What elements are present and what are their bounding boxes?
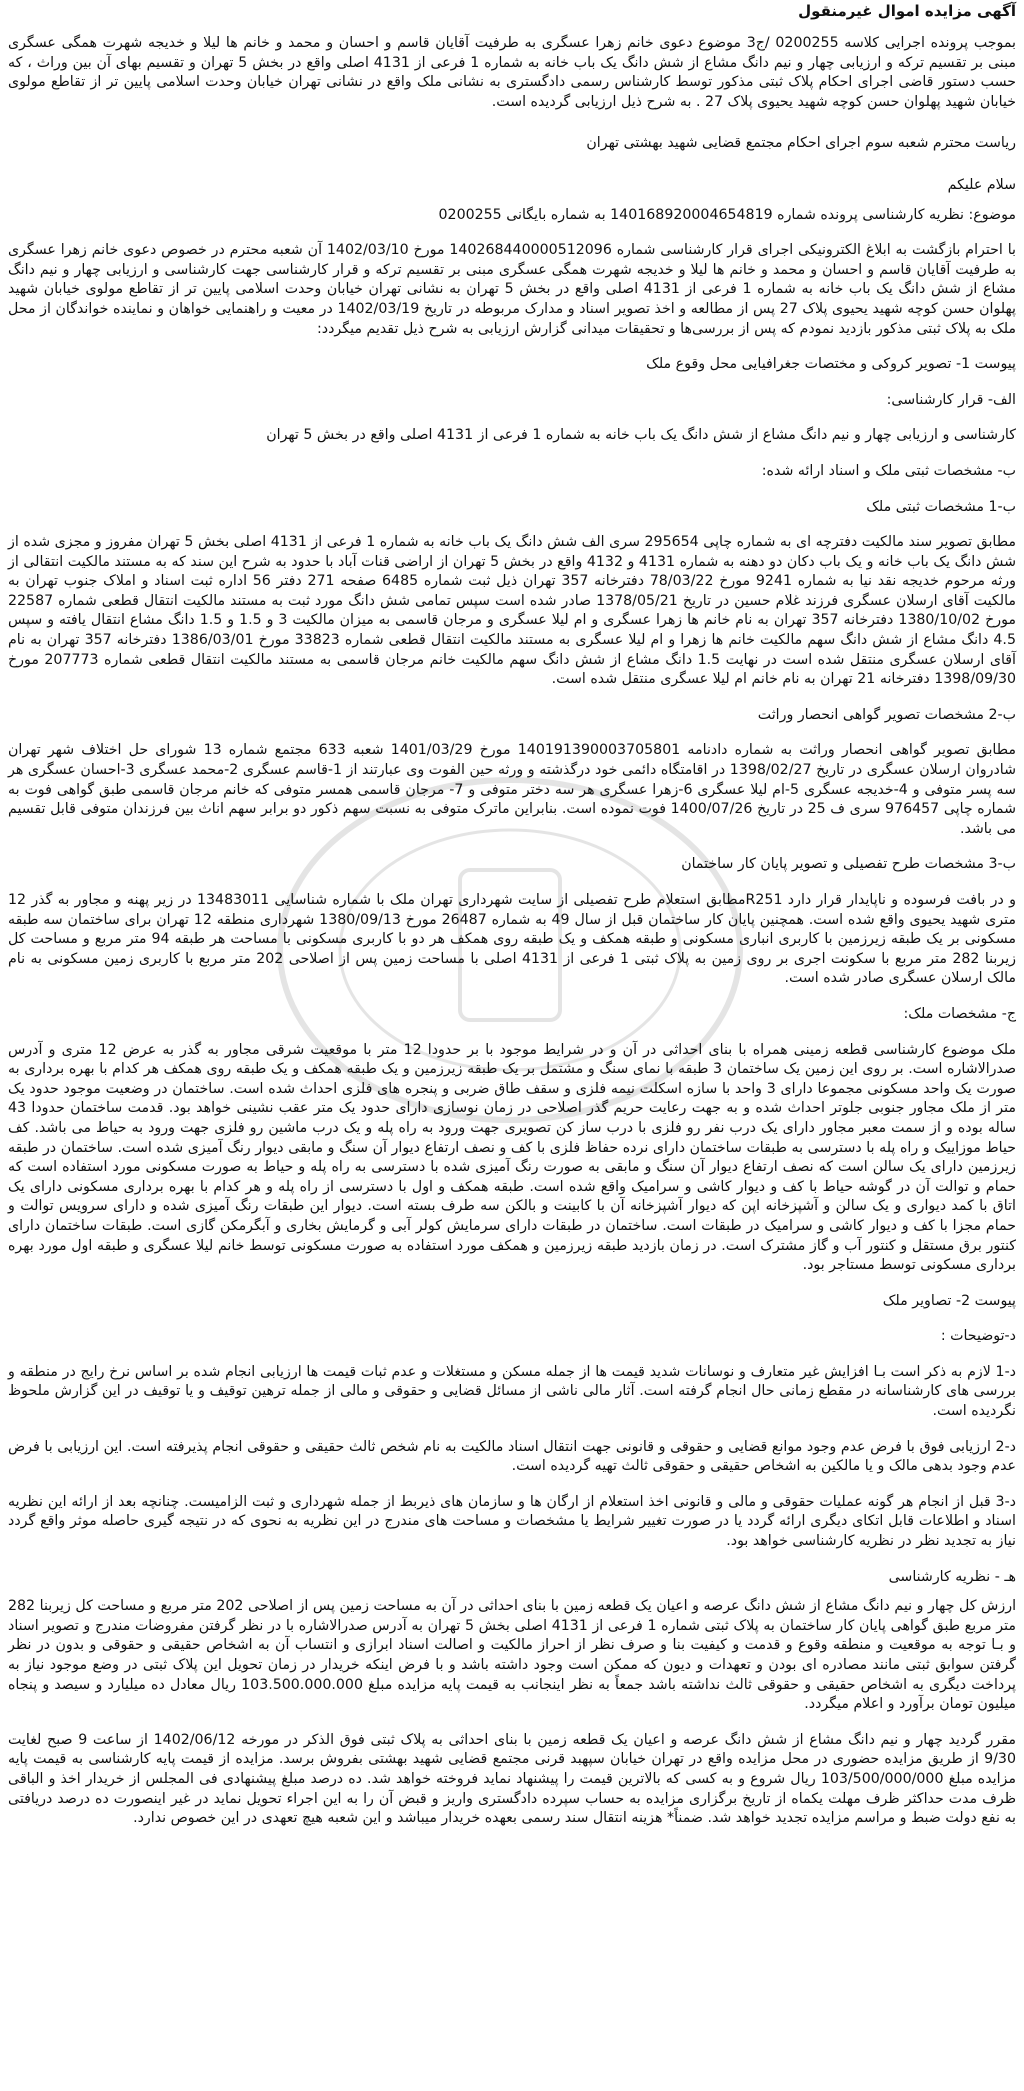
section-d1-text: د-1 لازم به ذکر است بـا افزایش غیر متعارف و نوسانات شدید قیمت ها از جمله مسکن و مستغلات و عدم ثبات قیمت ها ارزیابی انجام شده بر اساس نرخ رایج در منطقه و بررسی های کارشناسانه در مقطع زمانی حال انجام گرفته است. آثار مالی ناشی از مسائل قضایی و حقوقی و مالی از جمله ترهین توقیف و یا توقیف در این گزارش ملحوظ نگردیده است. bbox=[8, 1363, 1016, 1420]
section-a-heading: الف- قرار کارشناسی: bbox=[886, 391, 1016, 408]
section-c-heading: ج- مشخصات ملک: bbox=[903, 1005, 1016, 1022]
section-h-text: ارزش کل چهار و نیم دانگ مشاع از شش دانگ عرصه و اعیان یک قطعه زمین با بنای احداثی در آن به مساحت زمین پس از اصلاحی 202 متر مربع و مساحت کل زیربنا 282 متر مربع طبق گواهی پایان کار ساختمان به پلاک ثبتی شماره 1 فرعی از 4131 اصلی بخش 5 تهران به آدرس صدرالاشاره با در نظر گرفتن مفروضات مندرج و تصویر اسناد و بـا توجه به موقعیت و منطقه وقوع و قدمت و کیفیت بنا و صرف نظر از احراز مالکیت و اصالت اسناد ابرازی و انتساب آن به اشخاص حقیقی و حقوقی و بدون در نظر گرفتن سوابق ثبتی مانند مصادره ای بودن و تعهدات و دیون که ممکن است وجود داشته باشد و با فرض اینکه خریدار در زمان تحویل این پلاک ثبتی در وضع موجود نیاز به پرداخت دیگری به اشخاص حقیقی و حقوقی ثالث نداشته باشد جمعاً به نظر اینجانب به قیمت پایه مزایده مبلغ 103.500.000.000 ریال معادل ده میلیارد و سیصد و پنجاه میلیون تومان برآورد و اعلام میگردد. bbox=[8, 1598, 1017, 1713]
section-b-heading: ب- مشخصات ثبتی ملک و اسناد ارائه شده: bbox=[761, 462, 1016, 479]
section-d-heading: د-توضیحات : bbox=[940, 1328, 1016, 1345]
section-h-heading: هـ - نظریه کارشناسی bbox=[888, 1568, 1016, 1585]
addressee-line: ریاست محترم شعبه سوم اجرای احکام مجتمع قضایی شهید بهشتی تهران bbox=[586, 135, 1016, 152]
section-a-text: کارشناسی و ارزیابی چهار و نیم دانگ مشاع از شش دانگ یک باب خانه به شماره 1 فرعی از 4131 اصلی واقع در بخش 5 تهران bbox=[266, 427, 1016, 444]
section-b1-heading: ب-1 مشخصات ثبتی ملک bbox=[866, 498, 1016, 515]
intro-paragraph: بموجب پرونده اجرایی کلاسه 0200255 /ج3 موضوع دعوی خانم زهرا عسگری به طرفیت آقایان قاسم و احسان و محمد و خانم ها لیلا و خدیجه شهرت همگی عسگری مبنی بر تقسیم ترکه و ارزیابی چهار و نیم دانگ مشاع از شش دانگ یک باب خانه به شماره 1 فرعی از 4131 اصلی واقع در بخش 5 تهران و تقسیم بهای آن بین وراث ، که حسب دستور قاضی اجرای احکام پلاک ثبتی مذکور توسط کارشناس رسمی دادگستری به نشانی ملک واقع در نشانی تهران خیابان وحدت اسلامی پایین تر از تقاطع مولوی خیابان شهید پهلوان حسن کوچه شهید یحیوی پلاک 27 . به شرح ذیل ارزیابی گردیده است. bbox=[8, 35, 1016, 110]
greeting-line: سلام علیکم bbox=[947, 176, 1016, 193]
section-d2-text: د-2 ارزیابی فوق با فرض عدم وجود موانع قضایی و حقوقی و قانونی جهت انتقال اسناد مالکیت به نام شخص ثالث حقیقی و حقوقی انجام پذیرفته است. این ارزیابی با فرض عدم وجود بدهی مالک و یا مالکین به اشخاص حقیقی و حقوقی ثالث تهیه گردیده است. bbox=[8, 1438, 1016, 1475]
notice-title: آگهی مزایده اموال غیرمنقول bbox=[798, 2, 1016, 20]
section-b3-heading: ب-3 مشخصات طرح تفصیلی و تصویر پایان کار ساختمان bbox=[681, 856, 1016, 873]
section-b2-heading: ب-2 مشخصات تصویر گواهی انحصار وراثت bbox=[757, 706, 1016, 723]
section-d3-text: د-3 قبل از انجام هر گونه عملیات حقوقی و مالی و قانونی اخذ استعلام از ارگان ها و سازمان های ذیربط از جمله شهرداری و ثبت الزامیست. چنانچه بعد از ارائه این نظریه اسناد و اطلاعات قابل اتکای دیگری ارائه گردد یا در صورت تغییر شرایط یا مشخصات و مساحت های مندرج در این نظریه به نحوی که در نتیجه گیری حاصله موثر واقع گردد نیاز به تجدید نظر در نظریه کارشناسی خواهد بود. bbox=[8, 1493, 1016, 1550]
section-c-text: ملک موضوع کارشناسی قطعه زمینی همراه با بنای احداثی در آن و در شرایط موجود با بر حدودا 12 متر با موقعیت شرقی مجاور به گذر به عرض 12 متری و آدرس صدرالاشاره است. بر روی این زمین یک ساختمان 3 طبقه با نمای سنگ و مشتمل بر یک طبقه زیرزمین و یک طبقه همکف و یک طبقه روی همکف هر کدام با بهره برداری به صورت یک واحد مسکونی مجموعا دارای 3 واحد با سازه اسکلت نیمه فلزی و سقف طاق ضربی و پنجره های فلزی احداث شده است. ساختمان در وضعیت موجود حدود یک متر از ملک مجاور جنوبی جلوتر احداث شده و به جهت رعایت حریم گذر اصلاحی در زمان نوسازی دارای حدود یک متر عقب نشینی خواهد بود. قدمت ساختمان حدودا 43 ساله بوده و از سمت معبر مجاور دارای یک درب نفر رو فلزی با درب ساز کن تصویری جهت ورود به راه پله و یک درب ماشین رو فلزی جهت ورود به حیاط می باشد. کف حیاط موزاییک و راه پله با دسترسی به طبقات ساختمان دارای نرده حفاظ فلزی با کف و نصف ارتفاع دیوار آن سنگ و مابقی دیوار رنگ آمیزی شده است. ساختمان در طبقه زیرزمین دارای یک سالن است که نصف ارتفاع دیوار آن سنگ و مابقی به صورت رنگ آمیزی شده با دسترسی به راه پله و حیاط به صورت مسکونی مورد استفاده است که حمام و توالت آن در گوشه حیاط با کف و دیوار کاشی و سرامیک واقع شده است. طبقه همکف و اول با دسترسی از راه پله و هر کدام با بهره برداری مسکونی دارای یک اتاق با کمد دیواری و یک سالن و آشپزخانه اپن که دیوار آشپزخانه آن با کابینت و بالکن سه طرف بسته است. دیوار این طبقات رنگ آمیزی شده و دارای سرویس توالت و حمام مجزا با کف و دیوار کاشی و سرامیک در طبقات است. ساختمان در طبقات دارای سرمایش کولر آبی و گرمایش بخاری و آبگرمکن گازی است. طبقات ساختمان دارای کنتور برق مستقل و کنتور آب و گاز مشترک است. در زمان بازدید طبقه زیرزمین و همکف مورد استفاده به صورت مسکونی توسط خانم لیلا عسگری و طبقه اول مورد بهره برداری مسکونی توسط مستاجر بود. bbox=[8, 1041, 1016, 1274]
opening-paragraph: با احترام بازگشت به ابلاغ الکترونیکی اجرای قرار کارشناسی شماره 140268440000512096 مورخ 1402/03/10 آن شعبه محترم در خصوص دعوی خانم زهرا عسگری به طرفیت آقایان قاسم و احسان و محمد و خانم ها لیلا و خدیجه شهرت همگی عسگری مبنی بر تقسیم ترکه و قرار کارشناسی جهت کارشناسی و ارزیابی چهار و نیم دانگ مشاع از شش دانگ یک باب خانه به شماره 1 فرعی از 4131 اصلی واقع در بخش 5 تهران به نشانی تهران خیابان وحدت اسلامی پایین تر از تقاطع مولوی خیابان شهید پهلوان حسن کوچه شهید یحیوی پلاک 27 پس از مطالعه و اخذ تصویر اسناد و مدارک مربوطه در تاریخ 1402/03/19 در معیت و راهنمایی خواهان و نماینده خواندگان از محل ملک به پلاک ثبتی مذکور بازدید نمودم که پس از بررسی‌ها و تحقیقات میدانی گزارش ارزیابی به شرح ذیل تقدیم میگردد: bbox=[8, 242, 1017, 337]
auction-paragraph: مقرر گردید چهار و نیم دانگ مشاع از شش دانگ عرصه و اعیان یک قطعه زمین با بنای احداثی به پلاک ثبتی فوق الذکر در مورخه 1402/06/12 از ساعت 9 صبح لغایت 9/30 از طریق مزایده حضوری در محل مزایده واقع در تهران خیابان سپهبد قرنی مجتمع قضایی شهید بهشتی بفروش برسد. مزایده از قیمت پایه کارشناسی به قیمت پایه مزایده مبلغ 103/500/000/000 ریال شروع و به کسی که بالاترین قیمت را پیشنهاد نماید فروخته خواهد شد. ده درصد مبلغ پیشنهادی فی المجلس از خریدار اخذ و الباقی ظرف مدت حداکثر ظرف مهلت یکماه از تاریخ برگزاری مزایده به حساب سپرده دادگستری واریز و قبض آن را به این اجراء تحویل نماید در غیر اینصورت ده درصد دریافتی به نفع دولت ضبط و مراسم مزایده تجدید خواهد شد. ضمناً* هزینه انتقال سند رسمی بعهده خریدار میباشد و این شعبه هیچ تعهدی در این خصوص ندارد. bbox=[8, 1731, 1016, 1827]
subject-line: موضوع: نظریه کارشناسی پرونده شماره 140168920004654819 به شماره بایگانی 0200255 bbox=[438, 206, 1016, 223]
section-b3-text: و در بافت فرسوده و ناپایدار قرار دارد R251مطابق استعلام طرح تفصیلی از سایت شهرداری تهران ملک با شماره شناسایی 13483011 در زیر پهنه و مجاور به گذر 12 متری شهید یحیوی واقع شده است. همچنین پایان کار ساختمان قبل از سال 49 به شماره 26487 مورخ 1380/09/13 شهرداری منطقه 12 تهران برای ساختمان سه طبقه مسکونی بر یک طبقه زیرزمین با کاربری انباری مسکونی و طبقه همکف و یک طبقه روی همکف هر دو با کاربری مسکونی با مساحت هر طبقه 94 متر مربع و مساحت کل زیربنا 282 متر مربع با سکونت اجری بر روی زمین به پلاک ثبتی 1 فرعی از 4131 اصلی با مساحت زمین پس از اصلاحی 202 متر مربع با کاربری زمین مسکونی به نام مالک ارسلان عسگری صادر شده است. bbox=[8, 892, 1016, 987]
section-b1-text: مطابق تصویر سند مالکیت دفترچه ای به شماره چاپی 295654 سری الف شش دانگ یک باب خانه به شماره 1 فرعی از 4131 اصلی بخش 5 تهران مفروز و مجزی شده از شش دانگ یک باب خانه و یک باب دکان دو دهنه به شماره 4131 و 4132 واقع در بخش 5 تهران از اراضی قنات آباد با حدود به شرح این سند که به مستند مالکیت انتقالی از ورثه مرحوم خدیجه نقد نیا به شماره 9241 مورخ 78/03/22 دفترخانه 357 تهران ذیل ثبت شماره 6485 صفحه 271 دفتر 56 اداره ثبت اسناد و املاک جنوب تهران به مالکیت آقای ارسلان عسگری فرزند غلام حسین در تاریخ 1378/05/21 صادر شده است سپس تمامی شش دانگ مورد ثبت به مستند مالکیت انتقال قطعی شماره 22587 مورخ 1380/10/02 دفترخانه 357 تهران به نام خانم ها زهرا عسگری و ام لیلا عسگری و مرجان قاسمی به میزان مالکیت 3 و 1.5 و 1.5 دانگ مشاع انتقال یافته و سپس 4.5 دانگ مشاع از شش دانگ سهم مالکیت خانم ها زهرا و ام لیلا عسگری به مستند مالکیت انتقال قطعی شماره 33823 مورخ 1386/03/01 دفترخانه 357 تهران به نام آقای ارسلان عسگری منتقل شده است در نهایت 1.5 دانگ مشاع از شش دانگ سهم مالکیت خانم مرجان قاسمی به مستند مالکیت انتقال قطعی شماره 207773 مورخ 1398/09/30 دفترخانه 21 تهران به نام خانم ام لیلا عسگری منتقل شده است. bbox=[8, 534, 1017, 688]
section-b2-text: مطابق تصویر گواهی انحصار وراثت به شماره دادنامه 140191390003705801 مورخ 1401/03/29 شعبه 633 مجتمع شماره 13 شورای حل اختلاف شهر تهران شادروان ارسلان عسگری در تاریخ 1398/02/27 در اقامتگاه دائمی خود درگذشته و ورثه حین الفوت وی عبارتند از 1-قاسم عسگری 2-محمد عسگری 3-احسان عسگری هر سه پسر متوفی و 4-خدیجه عسگری 5-ام لیلا عسگری 6-زهرا عسگری هر سه دختر متوفی و 7- مرجان قاسمی همسر متوفی که خانم مرجان قاسمی طبق گواهی فوت به شماره چاپی 976457 سری ف 25 در تاریخ 1400/07/26 فوت نموده است. بنابراین ماترک متوفی به نسبت سهم ذکور دو برابر سهم اناث بین فرزندان متوفی قابل تقسیم می باشد. bbox=[8, 742, 1016, 837]
attachment-2-caption: پیوست 2- تصاویر ملک bbox=[882, 1292, 1016, 1309]
attachment-1-caption: پیوست 1- تصویر کروکی و مختصات جغرافیایی محل وقوع ملک bbox=[646, 356, 1016, 373]
